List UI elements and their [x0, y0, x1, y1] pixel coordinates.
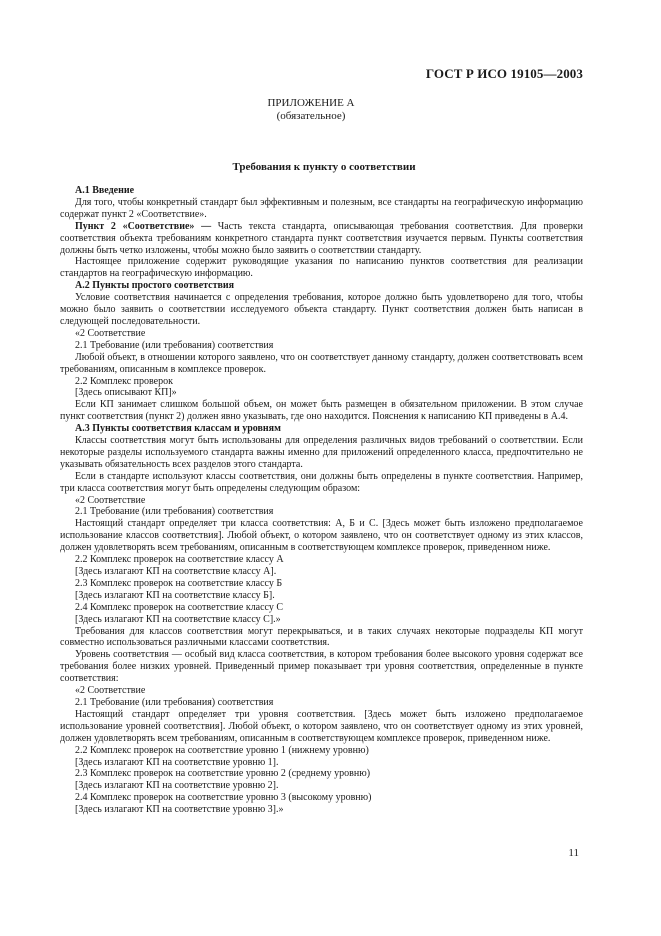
paragraph: «2 Соответствие [75, 685, 146, 697]
paragraph: Настоящий стандарт определяет три уровня соответствия. [Здесь может быть изложено предполагаемое использование уровней соответствия]. Любой объект, о котором заявлено, что он соответствует одному из этих уровней, должен удовлетворять всем требованиям, описанным в соответствующем комплексе проверок, приведенном ниже. [60, 708, 583, 744]
paragraph: 2.4 Комплекс проверок на соответствие уровню 3 (высокому уровню) [75, 792, 372, 804]
paragraph: «2 Соответствие [75, 327, 146, 339]
standard-code: ГОСТ Р ИСО 19105—2003 [425, 66, 583, 81]
section-title: Требования к пункту о соответствии [232, 161, 416, 173]
paragraph: [Здесь излагают КП на соответствие классу Б]. [75, 589, 275, 601]
paragraph [60, 221, 583, 257]
section-heading: А.3 Пункты соответствия классам и уровням [75, 423, 281, 435]
section-heading: А.2 Пункты простого соответствия [75, 280, 235, 292]
paragraph: 2.2 Комплекс проверок на соответствие уровню 1 (нижнему уровню) [75, 744, 369, 756]
paragraph: Классы соответствия могут быть использованы для определения различных видов требований о соответствии. Если некоторые разделы используемого стандарта важны именно для приложений определенного класса, предпочтительно не указывать обязательность всех разделов этого стандарта. [60, 435, 583, 470]
paragraph: Если КП занимает слишком большой объем, он может быть размещен в обязательном приложении. В этом случае пункт соответствия (пункт 2) должен явно указывать, где оно находится. Пояснения к написанию КП приведены в А.4. [60, 399, 583, 423]
paragraph: Условие соответствия начинается с определения требования, которое должно быть удовлетворено для того, чтобы можно было заявить о соответствии исследуемого объекта стандарту. Пункт соответствия должен быть написан в следующей последовательности. [60, 292, 583, 327]
document-body [60, 185, 583, 816]
paragraph: 2.1 Требование (или требования) соответствия [75, 696, 274, 708]
paragraph: 2.4 Комплекс проверок на соответствие классу С [75, 601, 284, 613]
appendix-title: ПРИЛОЖЕНИЕ А [267, 97, 355, 109]
paragraph: 2.3 Комплекс проверок на соответствие уровню 2 (среднему уровню) [75, 768, 371, 780]
paragraph: Если в стандарте используют классы соответствия, они должны быть определены в пункте соответствия. Например, три класса соответствия могут быть определены следующим образом: [60, 470, 583, 494]
paragraph: [Здесь излагают КП на соответствие уровню 3].» [75, 804, 284, 816]
paragraph: 2.1 Требование (или требования) соответствия [75, 339, 274, 351]
paragraph: [Здесь излагают КП на соответствие уровню 1]. [75, 756, 279, 768]
page-number: 11 [568, 847, 579, 859]
paragraph: Настоящее приложение содержит руководящие указания по написанию пунктов соответствия для реализации стандартов на географическую информацию. [60, 256, 583, 280]
paragraph: [Здесь излагают КП на соответствие уровню 2]. [75, 780, 279, 792]
term-lead: Пункт 2 «Соответствие» — [75, 220, 212, 232]
paragraph: Требования для классов соответствия могут перекрываться, и в таких случаях некоторые подразделы КП могут совместно использоваться различными классами соответствия. [60, 625, 583, 649]
paragraph: Настоящий стандарт определяет три класса соответствия: А, Б и С. [Здесь может быть изложено предполагаемое использование классов соответствия]. Любой объект, о котором заявлено, что он соответствует одному из этих классов, должен удовлетворять всем требованиям, описанным в соответствующем комплексе проверок, приведенном ниже. [60, 518, 583, 554]
paragraph: 2.3 Комплекс проверок на соответствие классу Б [75, 577, 283, 589]
paragraph: 2.2 Комплекс проверок на соответствие классу А [75, 554, 284, 566]
paragraph: Для того, чтобы конкретный стандарт был эффективным и полезным, все стандарты на географическую информацию содержат пункт 2 «Соответствие». [60, 196, 583, 220]
paragraph: [Здесь излагают КП на соответствие классу С].» [75, 613, 281, 625]
paragraph-text: Часть текста стандарта, описывающая требования соответствия. Для проверки соответствия объекта требованиям конкретного стандарта пункт соответствия изучается первым. Пункты соответствия должны быть четко изложены, чтобы можно было заявить о соответствии стандарту. [60, 220, 583, 256]
paragraph: Уровень соответствия — особый вид класса соответствия, в котором требования более высокого уровня содержат все требования более низких уровней. Приведенный пример показывает три уровня соответствия, определенные в пункте соответствия: [60, 649, 583, 685]
section-heading: А.1 Введение [75, 185, 135, 196]
paragraph: 2.2 Комплекс проверок [75, 375, 173, 387]
appendix-heading [0, 97, 622, 123]
paragraph: «2 Соответствие [75, 494, 146, 506]
paragraph: [Здесь излагают КП на соответствие классу А]. [75, 566, 277, 577]
appendix-subtitle: (обязательное) [276, 110, 346, 122]
paragraph: 2.1 Требование (или требования) соответствия [75, 506, 274, 518]
paragraph: Любой объект, в отношении которого заявлено, что он соответствует данному стандарту, должен соответствовать всем требованиям, описанным в комплексе проверок. [60, 351, 583, 375]
paragraph: [Здесь описывают КП]» [75, 387, 177, 399]
